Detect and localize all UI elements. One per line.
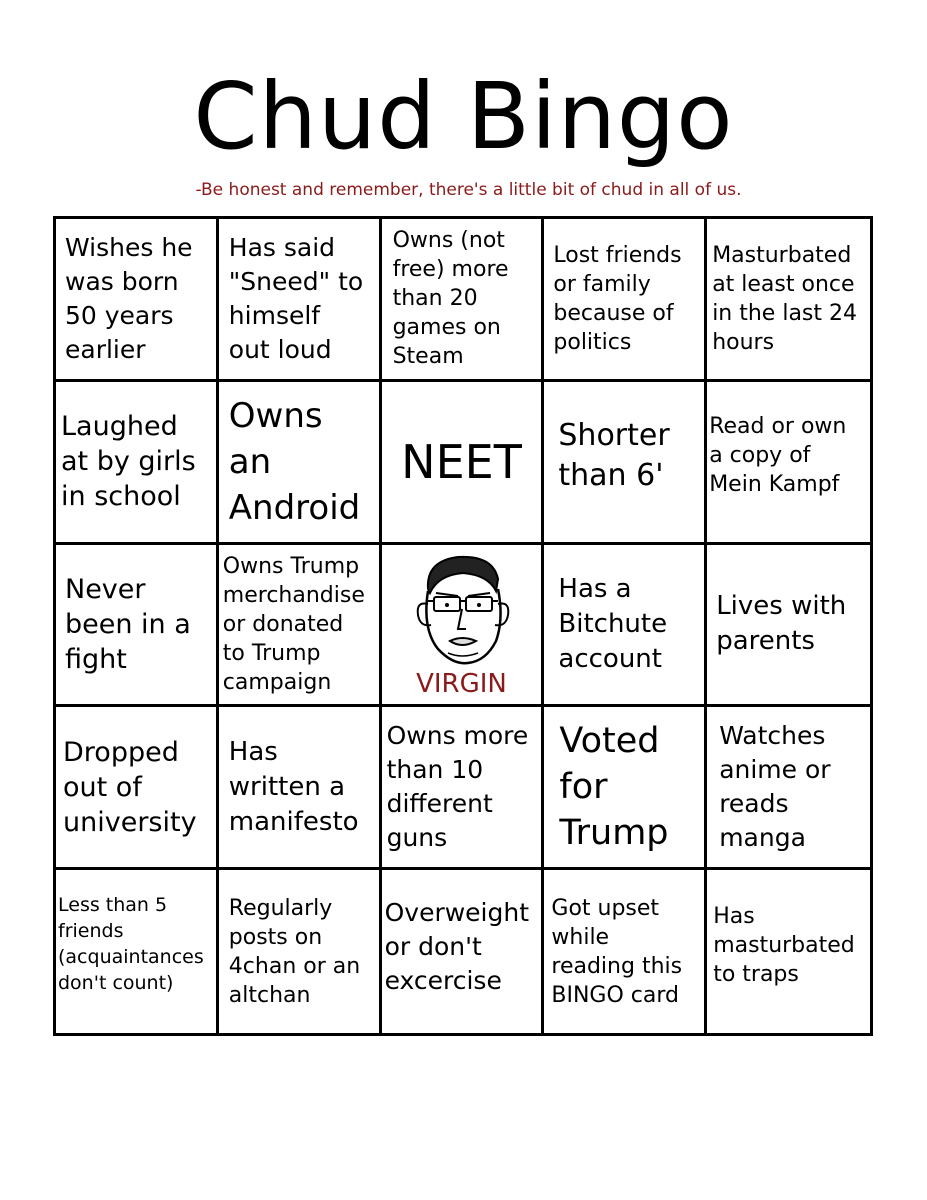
bingo-cell[interactable]: [56, 870, 219, 1033]
bingo-cell-text: Owns (not free) more than 20 games on Steam: [392, 228, 509, 370]
bingo-cell-text: Owns an Android: [228, 395, 361, 528]
bingo-cell-text: Owns Trump merchandise or donated to Trump campaign: [222, 553, 365, 695]
page-title: Chud Bingo: [193, 63, 734, 170]
bingo-cell[interactable]: [219, 382, 382, 545]
bingo-cell-text: Less than 5 friends (acquaintances don't count): [58, 894, 204, 995]
bingo-center-cell[interactable]: [382, 545, 545, 708]
bingo-cell[interactable]: [544, 382, 707, 545]
bingo-cell[interactable]: [544, 707, 707, 870]
bingo-cell-text: Voted for Trump: [559, 721, 669, 854]
bingo-cell[interactable]: [544, 870, 707, 1033]
bingo-cell-text: Regularly posts on 4chan or an altchan: [228, 895, 361, 1008]
bingo-cell-text: Masturbated at least once in the last 24 hours: [712, 242, 858, 355]
bingo-cell[interactable]: [56, 219, 219, 382]
bingo-cell[interactable]: [707, 219, 870, 382]
bingo-cell-text: Lives with parents: [716, 591, 847, 657]
bingo-cell-text: Laughed at by girls in school: [61, 411, 196, 513]
bingo-cell[interactable]: [219, 707, 382, 870]
page-subtitle: -Be honest and remember, there's a little bit of chud in all of us.: [195, 180, 742, 200]
bingo-cell[interactable]: [544, 545, 707, 708]
virgin-label: VIRGIN: [416, 669, 507, 700]
bingo-cell[interactable]: [707, 870, 870, 1033]
bingo-cell[interactable]: [707, 382, 870, 545]
bingo-cell-text: NEET: [401, 434, 522, 489]
bingo-cell[interactable]: [707, 545, 870, 708]
bingo-cell[interactable]: [56, 382, 219, 545]
bingo-cell-text: Wishes he was born 50 years earlier: [65, 232, 193, 364]
bingo-cell[interactable]: [707, 707, 870, 870]
bingo-cell[interactable]: [219, 870, 382, 1033]
virgin-face-icon: [398, 549, 528, 669]
bingo-cell-text: Has masturbated to traps: [713, 904, 855, 988]
bingo-cell[interactable]: [382, 382, 545, 545]
bingo-cell-text: Has written a manifesto: [228, 736, 359, 837]
bingo-cell-text: Has said "Sneed" to himself out loud: [228, 232, 364, 364]
bingo-cell-text: Read or own a copy of Mein Kampf: [709, 413, 847, 497]
bingo-cell-text: Got upset while reading this BINGO card: [551, 895, 683, 1008]
bingo-cell-text: Has a Bitchute account: [558, 573, 668, 674]
bingo-cell-text: Watches anime or reads manga: [719, 721, 831, 853]
bingo-cell[interactable]: [382, 219, 545, 382]
bingo-cell-text: Never been in a fight: [65, 573, 191, 675]
bingo-cell-text: Owns more than 10 different guns: [386, 721, 529, 853]
bingo-cell-text: Lost friends or family because of politics: [553, 242, 682, 355]
bingo-cell[interactable]: [382, 870, 545, 1033]
bingo-cell[interactable]: [544, 219, 707, 382]
bingo-cell[interactable]: [382, 707, 545, 870]
bingo-cell[interactable]: [56, 707, 219, 870]
bingo-cell-text: Overweight or don't excercise: [384, 898, 530, 996]
bingo-cell[interactable]: [219, 219, 382, 382]
bingo-cell[interactable]: [219, 545, 382, 708]
bingo-cell-text: Shorter than 6': [558, 417, 670, 493]
bingo-cell-text: Dropped out of university: [63, 736, 197, 838]
bingo-grid: [53, 216, 873, 1036]
bingo-cell[interactable]: [56, 545, 219, 708]
